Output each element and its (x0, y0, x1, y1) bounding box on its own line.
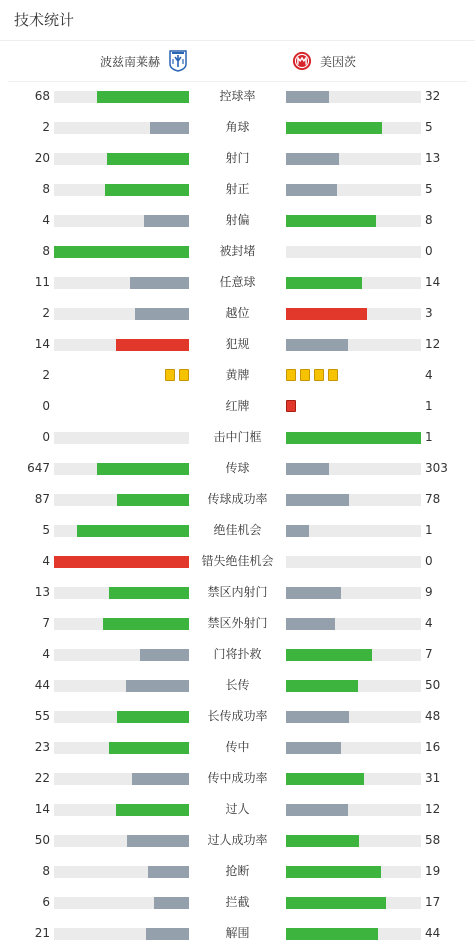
home-stat-bar (54, 432, 189, 444)
home-stat-value: 44 (34, 678, 50, 692)
stat-label: 射正 (225, 182, 250, 196)
away-stat-value: 32 (425, 89, 441, 103)
away-stat-value: 19 (425, 864, 441, 878)
stat-row (0, 484, 475, 515)
home-stat-bar (54, 928, 189, 940)
stat-row (0, 205, 475, 236)
home-stat-bar (54, 277, 189, 289)
home-stat-bar (54, 122, 189, 134)
away-stat-bar (286, 804, 421, 816)
stat-label: 拦截 (225, 895, 250, 909)
away-stat-bar (286, 339, 421, 351)
home-stat-bar-fill (117, 711, 189, 723)
home-stat-value: 14 (34, 337, 50, 351)
home-stat-value: 68 (34, 89, 50, 103)
home-stat-bar (54, 339, 189, 351)
home-stat-value: 4 (42, 213, 50, 227)
away-stat-bar (286, 680, 421, 692)
home-stat-bar-fill (126, 680, 189, 692)
away-stat-value: 0 (425, 244, 433, 258)
stat-row (0, 670, 475, 701)
stat-row (0, 639, 475, 670)
home-team[interactable] (100, 46, 188, 76)
home-stat-value: 22 (34, 771, 50, 785)
away-stat-bar-fill (286, 153, 339, 165)
away-stat-bar (286, 184, 421, 196)
away-stat-bar-fill (286, 308, 367, 320)
stat-row (0, 701, 475, 732)
home-stat-bar-fill (109, 587, 189, 599)
away-stat-bar (286, 742, 421, 754)
stat-row (0, 794, 475, 825)
away-stat-bar (286, 122, 421, 134)
home-stat-bar-fill (132, 773, 189, 785)
away-stat-value: 1 (425, 523, 433, 537)
yellow-card-icon (165, 369, 175, 381)
stat-label: 红牌 (225, 399, 250, 413)
home-stat-bar (54, 494, 189, 506)
stat-label: 角球 (225, 120, 250, 134)
away-team-name: 美因茨 (320, 54, 357, 69)
home-stat-bar-fill (135, 308, 189, 320)
home-stat-value: 2 (42, 368, 50, 382)
stat-label: 过人成功率 (207, 833, 268, 847)
away-stat-value: 14 (425, 275, 441, 289)
away-stat-bar-fill (286, 618, 335, 630)
stat-label: 错失绝佳机会 (201, 554, 274, 568)
away-stat-value: 5 (425, 182, 433, 196)
away-stat-bar (286, 928, 421, 940)
away-stat-bar-fill (286, 432, 421, 444)
home-stat-bar-fill (54, 556, 189, 568)
home-stat-value: 20 (34, 151, 50, 165)
home-stat-bar-fill (54, 246, 189, 258)
stat-label: 传中成功率 (207, 771, 268, 785)
home-stat-bar-fill (116, 804, 189, 816)
home-stat-bar (54, 184, 189, 196)
away-stat-bar-fill (286, 680, 358, 692)
home-stat-bar-fill (109, 742, 189, 754)
stat-label: 传球 (225, 461, 250, 475)
stat-row (0, 608, 475, 639)
stat-label: 黄牌 (225, 368, 250, 382)
home-stat-bar-fill (140, 649, 189, 661)
stat-label: 控球率 (219, 89, 256, 103)
away-stat-bar-fill (286, 215, 376, 227)
home-stat-bar (54, 649, 189, 661)
stat-label: 过人 (225, 802, 250, 816)
yellow-card-icon (286, 369, 296, 381)
away-stat-bar-fill (286, 184, 337, 196)
away-stat-bar-fill (286, 928, 378, 940)
away-stat-value: 44 (425, 926, 441, 940)
away-stat-bar (286, 835, 421, 847)
title-divider (0, 40, 475, 41)
stat-row (0, 453, 475, 484)
stat-label: 禁区外射门 (207, 616, 268, 630)
home-stat-bar-fill (150, 122, 189, 134)
stat-label: 越位 (225, 306, 250, 320)
away-stat-bar-fill (286, 835, 359, 847)
yellow-card-icon (179, 369, 189, 381)
home-stat-value: 23 (34, 740, 50, 754)
away-stat-value: 8 (425, 213, 433, 227)
home-stat-value: 6 (42, 895, 50, 909)
stat-label: 射偏 (225, 213, 250, 227)
stat-label: 犯规 (225, 337, 250, 351)
home-stat-value: 7 (42, 616, 50, 630)
home-stat-value: 55 (34, 709, 50, 723)
home-stat-bar-fill (127, 835, 189, 847)
stat-row (0, 732, 475, 763)
stat-label: 门将扑救 (213, 647, 262, 661)
home-stat-bar (54, 587, 189, 599)
home-stat-bar-fill (116, 339, 189, 351)
away-stat-bar (286, 618, 421, 630)
home-stat-value: 0 (42, 399, 50, 413)
home-stat-bar-fill (77, 525, 189, 537)
away-stat-bar (286, 432, 421, 444)
home-stat-value: 11 (34, 275, 50, 289)
stat-row (0, 763, 475, 794)
stat-label: 任意球 (219, 275, 256, 289)
home-stat-bar-fill (105, 184, 189, 196)
away-stat-value: 58 (425, 833, 441, 847)
home-stat-bar (54, 525, 189, 537)
away-stat-value: 0 (425, 554, 433, 568)
away-stat-bar (286, 897, 421, 909)
away-stat-value: 50 (425, 678, 441, 692)
home-stat-bar (54, 215, 189, 227)
home-stat-value: 8 (42, 182, 50, 196)
away-stat-bar (286, 277, 421, 289)
away-stat-value: 5 (425, 120, 433, 134)
away-stat-bar (286, 215, 421, 227)
away-stat-value: 12 (425, 802, 441, 816)
away-stat-bar-fill (286, 649, 372, 661)
stat-row (0, 918, 475, 949)
home-stat-bar-fill (117, 494, 189, 506)
away-team-crest-icon (292, 49, 312, 73)
away-stat-bar-fill (286, 804, 348, 816)
away-stat-bar (286, 587, 421, 599)
stat-label: 传中 (225, 740, 250, 754)
away-cards (286, 369, 338, 383)
away-stat-value: 48 (425, 709, 441, 723)
home-stat-value: 2 (42, 120, 50, 134)
home-stat-bar (54, 618, 189, 630)
away-stat-bar-fill (286, 773, 364, 785)
home-stat-bar (54, 742, 189, 754)
away-stat-bar (286, 711, 421, 723)
away-stat-bar (286, 153, 421, 165)
stat-row (0, 360, 475, 391)
home-stat-bar-fill (97, 91, 189, 103)
home-stat-value: 4 (42, 647, 50, 661)
home-stat-value: 647 (27, 461, 50, 475)
away-stat-bar (286, 525, 421, 537)
home-stat-bar-fill (103, 618, 189, 630)
away-stat-value: 9 (425, 585, 433, 599)
home-stat-value: 50 (34, 833, 50, 847)
home-stat-bar (54, 556, 189, 568)
away-stat-bar-fill (286, 897, 386, 909)
away-stat-value: 4 (425, 616, 433, 630)
home-stat-bar (54, 153, 189, 165)
home-stat-bar (54, 897, 189, 909)
stat-label: 禁区内射门 (207, 585, 268, 599)
yellow-card-icon (300, 369, 310, 381)
away-stat-value: 31 (425, 771, 441, 785)
away-stat-bar-fill (286, 525, 309, 537)
away-stat-bar-fill (286, 277, 362, 289)
away-stat-value: 78 (425, 492, 441, 506)
home-stat-value: 2 (42, 306, 50, 320)
home-stat-bar (54, 711, 189, 723)
away-stat-bar-fill (286, 463, 329, 475)
home-stat-bar (54, 773, 189, 785)
away-stat-bar-fill (286, 122, 382, 134)
stat-row (0, 267, 475, 298)
away-stat-value: 303 (425, 461, 448, 475)
home-stat-value: 4 (42, 554, 50, 568)
away-stat-value: 13 (425, 151, 441, 165)
stat-row (0, 422, 475, 453)
red-card-icon (286, 400, 296, 412)
away-stat-bar (286, 866, 421, 878)
home-stat-bar-fill (146, 928, 189, 940)
home-stat-value: 21 (34, 926, 50, 940)
stat-label: 解围 (225, 926, 250, 940)
home-stat-bar (54, 91, 189, 103)
away-stat-bar-fill (286, 494, 349, 506)
stat-label: 长传成功率 (207, 709, 268, 723)
stat-label: 绝佳机会 (213, 523, 262, 537)
home-team-crest-icon (168, 49, 188, 73)
home-stat-bar-fill (130, 277, 189, 289)
home-cards (165, 369, 189, 383)
home-stat-bar (54, 680, 189, 692)
home-stat-bar (54, 804, 189, 816)
stat-row (0, 329, 475, 360)
away-stat-value: 1 (425, 399, 433, 413)
stat-row (0, 112, 475, 143)
home-stat-value: 8 (42, 244, 50, 258)
yellow-card-icon (314, 369, 324, 381)
stat-label: 射门 (225, 151, 250, 165)
away-stat-bar (286, 463, 421, 475)
away-stat-bar-fill (286, 711, 349, 723)
home-stat-bar-fill (148, 866, 189, 878)
away-stat-bar-fill (286, 866, 381, 878)
stat-row (0, 143, 475, 174)
away-stat-bar (286, 91, 421, 103)
home-stat-value: 0 (42, 430, 50, 444)
page-title: 技术统计 (14, 11, 75, 29)
stat-row (0, 391, 475, 422)
away-stat-value: 4 (425, 368, 433, 382)
stat-row (0, 856, 475, 887)
stat-row (0, 81, 475, 112)
stat-label: 长传 (225, 678, 250, 692)
stat-row (0, 577, 475, 608)
stat-label: 抢断 (225, 864, 250, 878)
home-stat-value: 5 (42, 523, 50, 537)
home-stat-bar-fill (97, 463, 189, 475)
yellow-card-icon (328, 369, 338, 381)
away-stat-value: 1 (425, 430, 433, 444)
away-team[interactable] (292, 46, 356, 76)
away-stat-bar (286, 246, 421, 258)
away-stat-bar-fill (286, 742, 341, 754)
away-stat-bar (286, 556, 421, 568)
home-stat-bar (54, 308, 189, 320)
away-stat-bar-fill (286, 339, 348, 351)
away-stat-value: 16 (425, 740, 441, 754)
away-stat-value: 7 (425, 647, 433, 661)
stat-label: 击中门框 (213, 430, 262, 444)
stat-row (0, 236, 475, 267)
home-stat-bar-fill (154, 897, 189, 909)
away-stat-bar (286, 308, 421, 320)
away-stat-value: 17 (425, 895, 441, 909)
stat-row (0, 825, 475, 856)
home-stat-value: 87 (34, 492, 50, 506)
stats-list (0, 81, 475, 949)
home-stat-bar-fill (144, 215, 189, 227)
away-stat-bar-fill (286, 91, 329, 103)
home-stat-bar-fill (107, 153, 189, 165)
stat-row (0, 174, 475, 205)
home-team-name: 波兹南莱赫 (100, 54, 161, 69)
home-stat-value: 13 (34, 585, 50, 599)
stat-label: 传球成功率 (207, 492, 268, 506)
away-stat-value: 12 (425, 337, 441, 351)
home-stat-value: 14 (34, 802, 50, 816)
stat-row (0, 298, 475, 329)
away-stat-value: 3 (425, 306, 433, 320)
away-stat-bar (286, 494, 421, 506)
stat-label: 被封堵 (219, 244, 256, 258)
home-stat-value: 8 (42, 864, 50, 878)
away-stat-bar (286, 649, 421, 661)
stat-row (0, 515, 475, 546)
home-stat-bar (54, 246, 189, 258)
away-cards (286, 400, 296, 414)
away-stat-bar (286, 773, 421, 785)
away-stat-bar-fill (286, 587, 341, 599)
stat-row (0, 887, 475, 918)
home-stat-bar (54, 866, 189, 878)
stat-row (0, 546, 475, 577)
home-stat-bar (54, 463, 189, 475)
home-stat-bar (54, 835, 189, 847)
